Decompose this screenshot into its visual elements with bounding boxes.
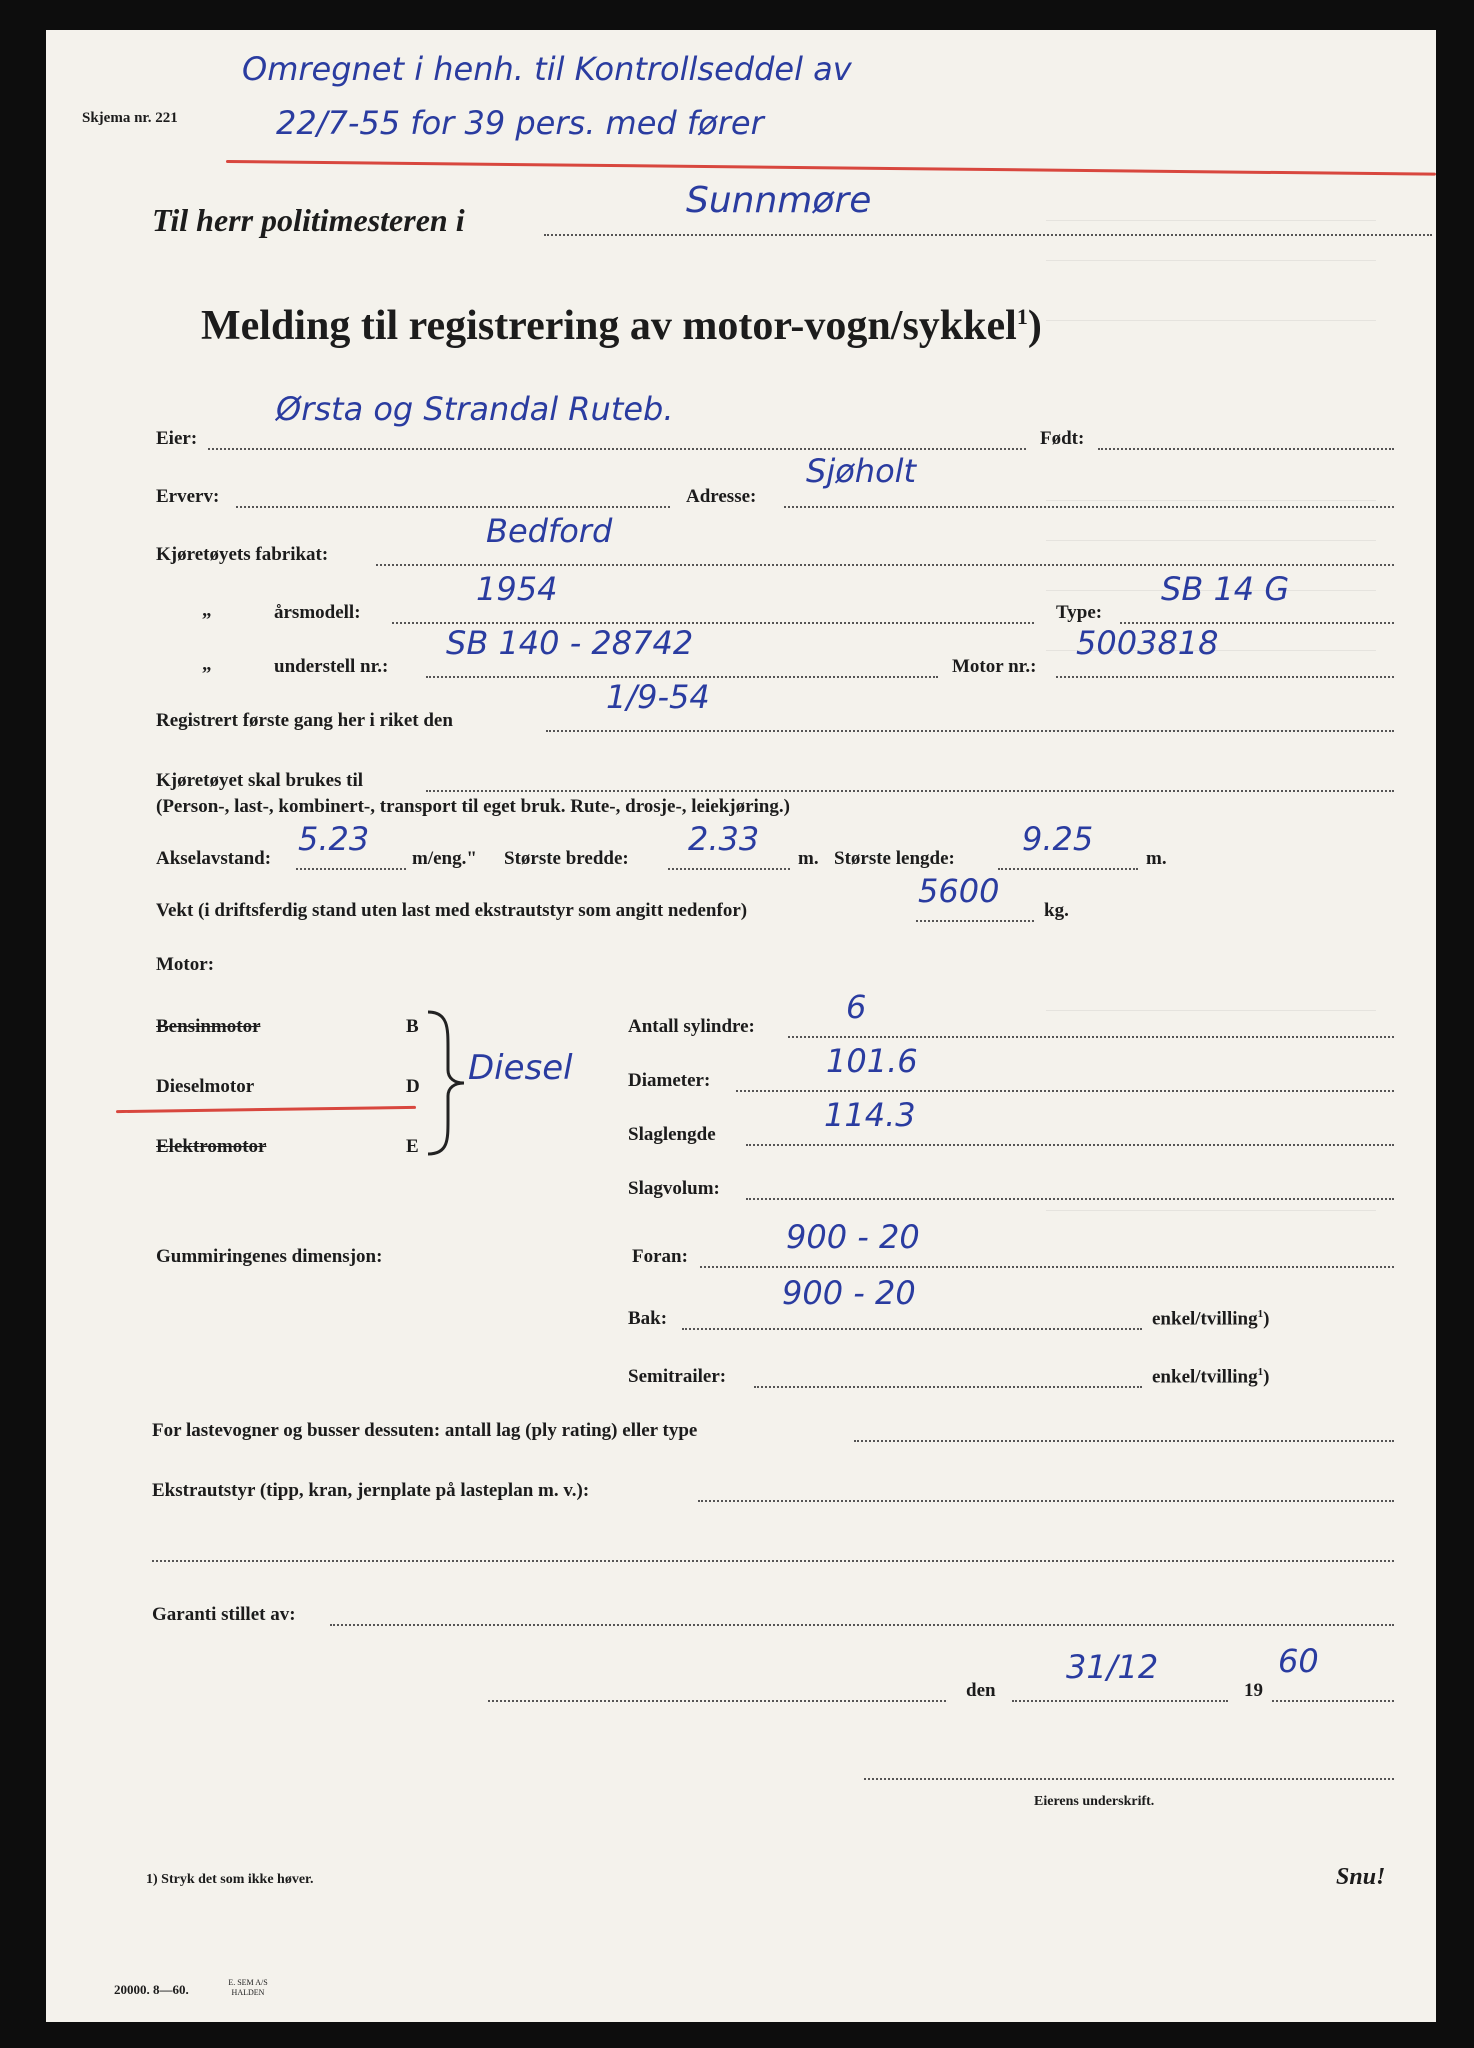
diameter-dotted-line [736, 1090, 1394, 1092]
footnote-text: 1) Stryk det som ikke høver. [146, 1872, 314, 1887]
extra-equipment-dotted-line-1 [698, 1500, 1394, 1502]
owner-value: Ørsta og Strandal Ruteb. [276, 390, 674, 428]
diesel-red-underline [116, 1106, 416, 1113]
make-label: Kjøretøyets fabrikat: [156, 544, 329, 565]
length-unit: m. [1146, 848, 1167, 869]
usage-note: (Person-, last-, kombinert-, transport til eget bruk. Rute-, drosje-, leiekjøring.) [156, 796, 790, 817]
wheelbase-value: 5.23 [298, 820, 370, 858]
semitrailer-close-paren: ) [1263, 1366, 1270, 1388]
weight-value: 5600 [918, 872, 1000, 910]
address-label: Adresse: [686, 486, 757, 507]
ditto-mark-1: „ [202, 600, 212, 621]
model-year-value: 1954 [476, 570, 558, 608]
addressee-dotted-line [544, 234, 1432, 236]
wheelbase-label: Akselavstand: [156, 848, 272, 869]
cylinders-label: Antall sylindre: [628, 1016, 755, 1037]
tyres-front-value: 900 - 20 [786, 1218, 920, 1256]
signature-caption: Eierens underskrift. [1034, 1794, 1155, 1809]
electric-motor-code: E [406, 1136, 419, 1157]
semitrailer-single-twin-text: enkel/tvilling [1152, 1366, 1258, 1388]
diameter-label: Diameter: [628, 1070, 711, 1091]
printer-city: HALDEN [231, 1988, 265, 1997]
motor-nr-label: Motor nr.: [952, 656, 1037, 677]
type-value: SB 14 G [1161, 570, 1290, 608]
tyres-rear-dotted-line [682, 1328, 1142, 1330]
diesel-motor-code: D [406, 1076, 420, 1097]
printer-name: E. SEM A/S [228, 1978, 268, 1987]
born-dotted-line [1098, 448, 1394, 450]
date-value: 31/12 [1066, 1648, 1159, 1686]
diesel-motor-option: Dieselmotor [156, 1076, 255, 1097]
signature-dotted-line [864, 1778, 1394, 1780]
year-prefix: 19 [1244, 1680, 1263, 1701]
acquisition-label: Erverv: [156, 486, 220, 507]
rear-single-twin-text: enkel/tvilling [1152, 1308, 1258, 1330]
cylinders-value: 6 [846, 988, 867, 1026]
rear-single-twin-label [1152, 1308, 1269, 1330]
police-district-value: Sunnmøre [686, 180, 872, 221]
motor-nr-value: 5003818 [1076, 624, 1219, 662]
handwritten-note-line1: Omregnet i henh. til Kontrollseddel av [242, 50, 852, 88]
year-dotted-line [1272, 1700, 1394, 1702]
address-dotted-line [784, 506, 1394, 508]
weight-label: Vekt (i driftsferdig stand uten last med ekstrautstyr som angitt nedenfor) [156, 900, 748, 921]
first-registered-value: 1/9-54 [606, 678, 710, 716]
title-footnote-mark: 1 [1016, 304, 1028, 329]
weight-dotted-line [916, 920, 1034, 922]
red-correction-line [226, 160, 1436, 176]
petrol-motor-option: Bensinmotor [156, 1016, 261, 1037]
type-label: Type: [1056, 602, 1103, 623]
length-label: Største lengde: [834, 848, 955, 869]
tyres-front-dotted-line [700, 1266, 1394, 1268]
semitrailer-single-twin-label [1152, 1366, 1269, 1388]
chassis-value: SB 140 - 28742 [446, 624, 694, 662]
ditto-mark-2: „ [202, 654, 212, 675]
extra-equipment-dotted-line-2 [152, 1560, 1394, 1562]
rear-footnote-mark: 1 [1257, 1308, 1264, 1320]
width-dotted-line [668, 868, 790, 870]
guarantee-dotted-line [330, 1624, 1394, 1626]
displacement-dotted-line [746, 1198, 1394, 1200]
width-label: Største bredde: [504, 848, 629, 869]
stroke-dotted-line [746, 1144, 1394, 1146]
petrol-motor-code: B [406, 1016, 419, 1037]
length-dotted-line [998, 868, 1138, 870]
handwritten-note-line2: 22/7-55 for 39 pers. med fører [276, 104, 764, 142]
usage-dotted-line [426, 790, 1394, 792]
semitrailer-label: Semitrailer: [628, 1366, 727, 1387]
owner-label: Eier: [156, 428, 198, 449]
form-sheet [46, 30, 1436, 2022]
semitrailer-footnote-mark: 1 [1257, 1366, 1264, 1378]
model-year-label: årsmodell: [274, 602, 361, 623]
acquisition-dotted-line [236, 506, 670, 508]
make-dotted-line [376, 564, 1394, 566]
title-close-paren: ) [1027, 303, 1042, 349]
weight-unit: kg. [1044, 900, 1069, 921]
born-label: Født: [1040, 428, 1085, 449]
wheelbase-dotted-line [296, 868, 406, 870]
displacement-label: Slagvolum: [628, 1178, 720, 1199]
semitrailer-dotted-line [754, 1386, 1142, 1388]
owner-dotted-line [208, 448, 1026, 450]
motor-nr-dotted-line [1056, 676, 1394, 678]
motor-type-value: Diesel [468, 1048, 573, 1088]
width-unit: m. [798, 848, 819, 869]
ply-rating-label: For lastevogner og busser dessuten: antall lag (ply rating) eller type [152, 1420, 698, 1441]
first-registered-dotted-line [546, 730, 1394, 732]
guarantee-label: Garanti stillet av: [152, 1604, 296, 1625]
ply-rating-dotted-line [854, 1440, 1394, 1442]
length-value: 9.25 [1022, 820, 1094, 858]
diameter-value: 101.6 [826, 1042, 918, 1080]
make-value: Bedford [486, 512, 613, 550]
tyre-dimension-label: Gummiringenes dimensjon: [156, 1246, 383, 1267]
form-title-text: Melding til registrering av motor-vogn/sykkel [201, 303, 1017, 349]
print-code: 20000. 8—60. [114, 1982, 189, 1997]
address-value: Sjøholt [806, 452, 917, 490]
chassis-label: understell nr.: [274, 656, 389, 677]
turn-over-note: Snu! [1336, 1864, 1386, 1890]
date-prefix: den [966, 1680, 996, 1701]
form-title [201, 302, 1042, 350]
tyres-rear-value: 900 - 20 [782, 1274, 916, 1312]
first-registered-label: Registrert første gang her i riket den [156, 710, 453, 731]
extra-equipment-label: Ekstrautstyr (tipp, kran, jernplate på lasteplan m. v.): [152, 1480, 590, 1501]
usage-label: Kjøretøyet skal brukes til [156, 770, 364, 791]
cylinders-dotted-line [788, 1036, 1394, 1038]
place-dotted-line [488, 1700, 946, 1702]
tyres-front-label: Foran: [632, 1246, 688, 1267]
rear-close-paren: ) [1263, 1308, 1270, 1330]
year-value: 60 [1278, 1642, 1319, 1680]
tyres-rear-label: Bak: [628, 1308, 668, 1329]
date-dotted-line [1012, 1700, 1228, 1702]
electric-motor-option: Elektromotor [156, 1136, 267, 1157]
addressee-label: Til herr politimesteren i [152, 202, 465, 238]
width-value: 2.33 [688, 820, 760, 858]
stroke-label: Slaglengde [628, 1124, 716, 1145]
stroke-value: 114.3 [824, 1096, 916, 1134]
schema-number: Skjema nr. 221 [82, 110, 178, 126]
wheelbase-unit: m/eng." [412, 848, 477, 869]
motor-label: Motor: [156, 954, 215, 975]
